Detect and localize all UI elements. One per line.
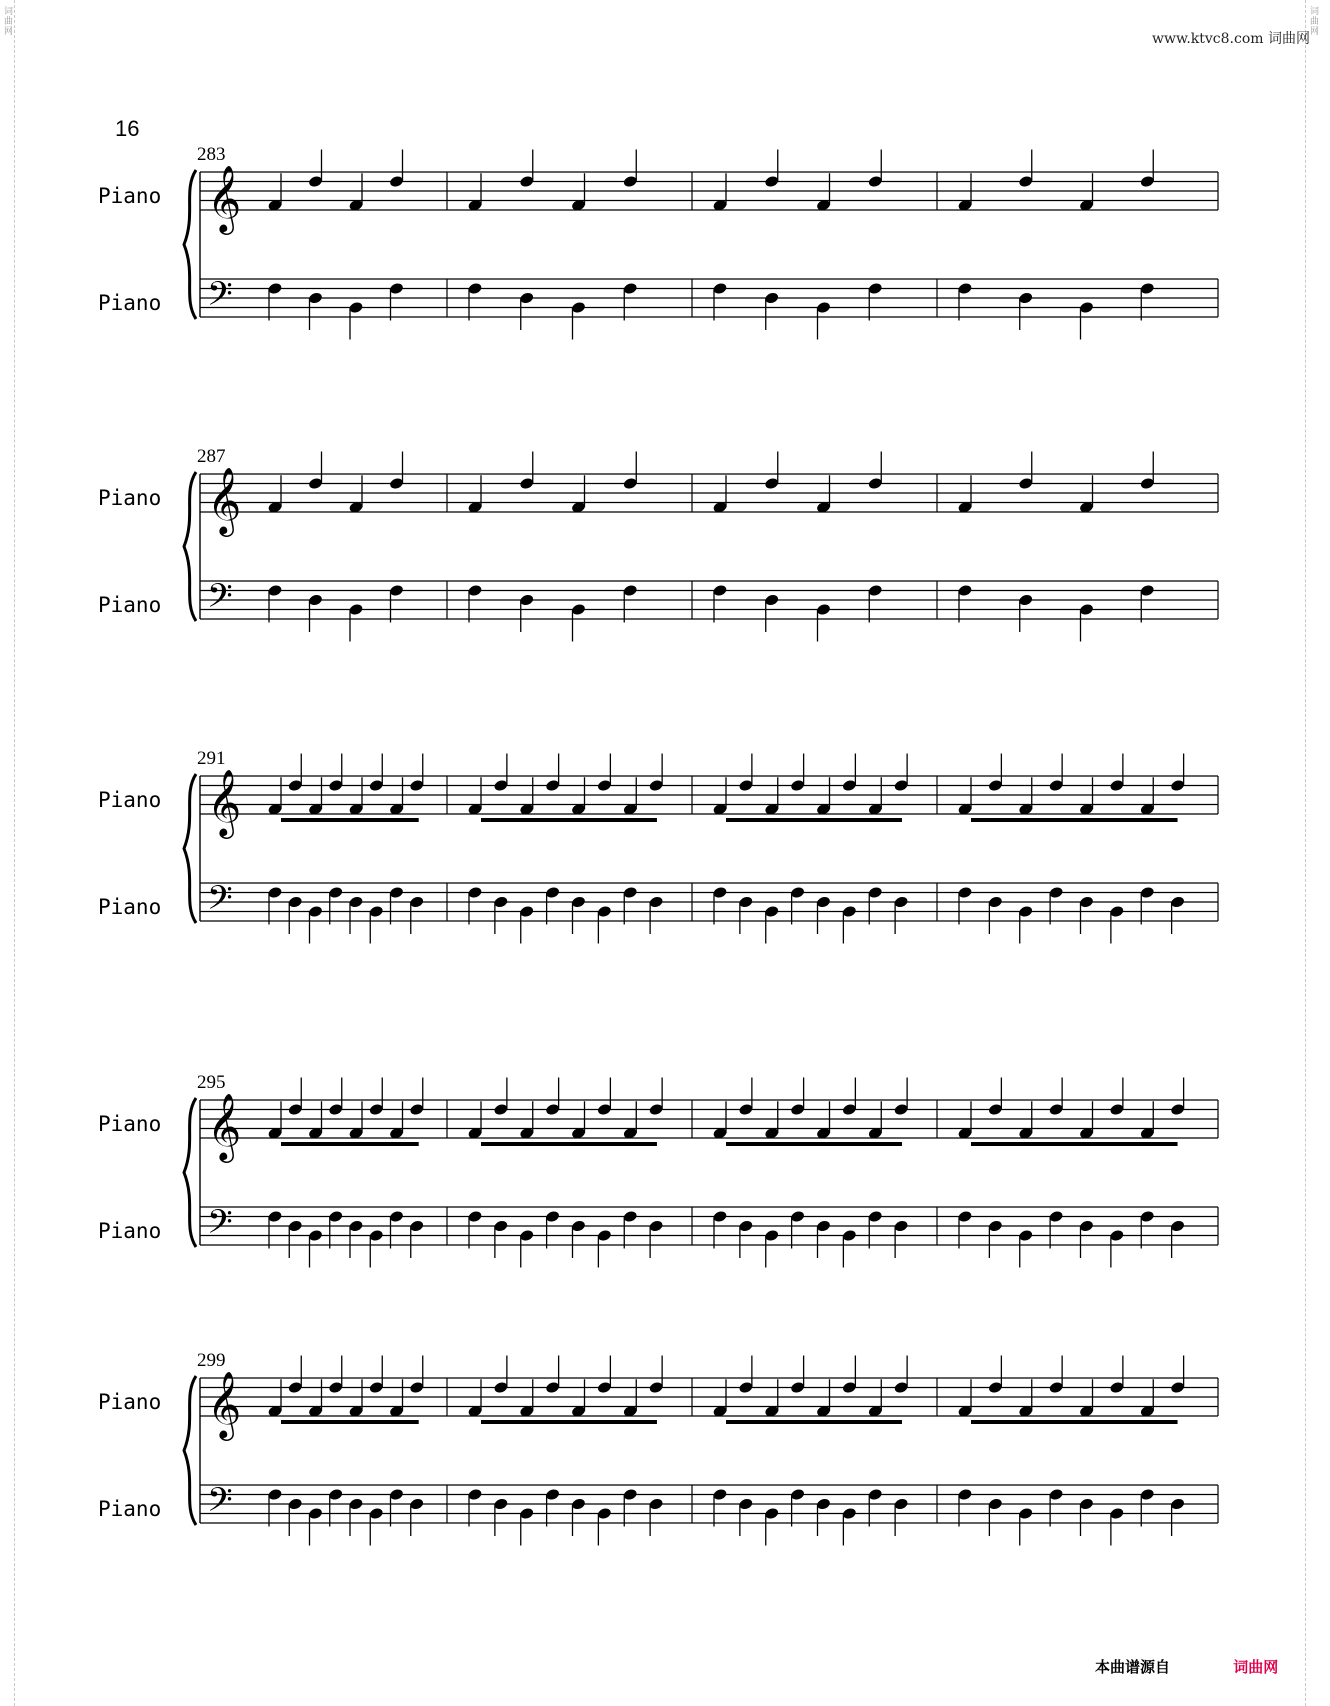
treble-staff-label: Piano: [98, 1111, 162, 1136]
grand-staff-brace: [184, 774, 196, 923]
bass-staff-label: Piano: [98, 290, 162, 315]
bass-staff-label: Piano: [98, 1496, 162, 1521]
bass-clef-icon: 𝄢: [207, 1481, 233, 1528]
measure-number: 283: [197, 144, 226, 165]
bass-staff-label: Piano: [98, 1218, 162, 1243]
treble-staff-label: Piano: [98, 787, 162, 812]
bass-clef-icon: 𝄢: [207, 275, 233, 322]
treble-staff-label: Piano: [98, 183, 162, 208]
treble-clef-icon: 𝄞: [207, 164, 242, 232]
bass-staff-label: Piano: [98, 592, 162, 617]
treble-clef-icon: 𝄞: [207, 768, 242, 836]
measure-number: 299: [197, 1350, 226, 1371]
treble-clef-icon: 𝄞: [207, 1092, 242, 1160]
grand-staff-brace: [184, 170, 196, 319]
measure-number: 295: [197, 1072, 226, 1093]
page-number: 16: [115, 116, 140, 141]
grand-staff-brace: [184, 472, 196, 621]
bass-staff-label: Piano: [98, 894, 162, 919]
treble-staff-label: Piano: [98, 485, 162, 510]
treble-clef-icon: 𝄞: [207, 1370, 242, 1438]
grand-staff-brace: [184, 1098, 196, 1247]
edge-watermark-text: 词曲网: [1308, 6, 1318, 36]
bass-clef-icon: 𝄢: [207, 879, 233, 926]
footer: [1095, 1656, 1278, 1677]
treble-clef-icon: 𝄞: [207, 466, 242, 534]
edge-watermark-text: 词曲网: [2, 6, 12, 36]
measure-number: 287: [197, 446, 226, 467]
bass-clef-icon: 𝄢: [207, 1203, 233, 1250]
bass-clef-icon: 𝄢: [207, 577, 233, 624]
site-header: www.ktvc8.com 词曲网: [1152, 31, 1310, 47]
brand-link[interactable]: 词曲网: [1233, 1658, 1279, 1676]
grand-staff-brace: [184, 1376, 196, 1525]
source-label: 本曲谱源自: [1095, 1658, 1171, 1676]
measure-number: 291: [197, 748, 226, 769]
treble-staff-label: Piano: [98, 1389, 162, 1414]
